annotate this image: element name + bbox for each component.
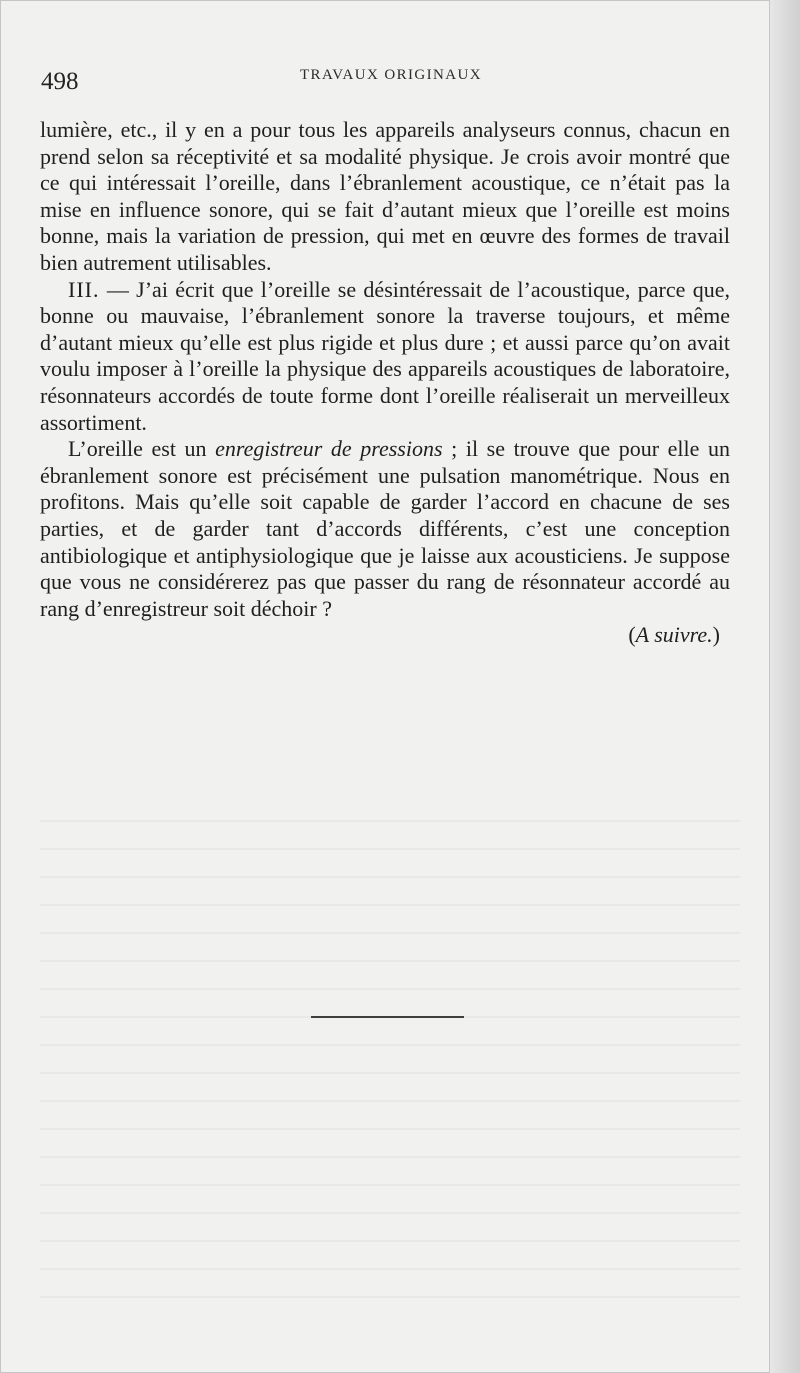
continued-note	[40, 622, 730, 649]
paragraph-2	[40, 277, 730, 437]
paragraph-3	[40, 436, 730, 622]
page-edge-shadow	[770, 0, 800, 1373]
continued-close: )	[712, 622, 720, 648]
continued-main: A suivre.	[635, 622, 713, 648]
back-page-bleed-through	[40, 820, 740, 1300]
running-title: TRAVAUX ORIGINAUX	[299, 67, 482, 83]
paragraph-3-before: L’oreille est un	[68, 436, 216, 462]
page-number: 498	[41, 68, 79, 95]
paragraph-3-after: ; il se trouve que pour elle un ébranlement sonore est précisément une pulsation manométrique. Nous en profitons. Mais qu’elle soit capable de garder l’accord en chacune de ses parties, et de garder tant d’accords différents, c’est une conception antibiologique et antiphysiologique que je laisse aux acousticiens. Je suppose que vous ne considérerez pas que passer du rang de résonnateur accordé au rang d’enregistreur soit déchoir ?	[40, 436, 730, 621]
continued-open: (	[628, 622, 636, 648]
paragraph-1: lumière, etc., il y en a pour tous les appareils analyseurs connus, chacun en prend selon sa réceptivité et sa modalité physique. Je crois avoir montré que ce qui intéressait l’oreille, dans l’ébranlement acoustique, ce n’était pas la mise en influence sonore, qui se fait d’autant mieux que l’oreille est moins bonne, mais la variation de pression, qui met en œuvre des formes de travail bien autrement utilisables.	[40, 117, 730, 275]
paragraph-2-text: — J’ai écrit que l’oreille se désintéressait de l’acoustique, parce que, bonne ou mauvaise, l’ébranlement sonore la traverse toujours, et même d’autant mieux qu’elle est plus rigide et plus dure ; et aussi parce qu’on avait voulu imposer à l’oreille la physique des appareils acoustiques de laboratoire, résonnateurs accordés de toute forme dont l’oreille réaliserait un merveilleux assortiment.	[40, 276, 730, 435]
section-roman-numeral: III.	[68, 276, 100, 302]
page-header	[41, 62, 741, 102]
paragraph-3-emphasis: enregistreur de pressions	[215, 436, 443, 462]
article-body	[40, 117, 730, 649]
